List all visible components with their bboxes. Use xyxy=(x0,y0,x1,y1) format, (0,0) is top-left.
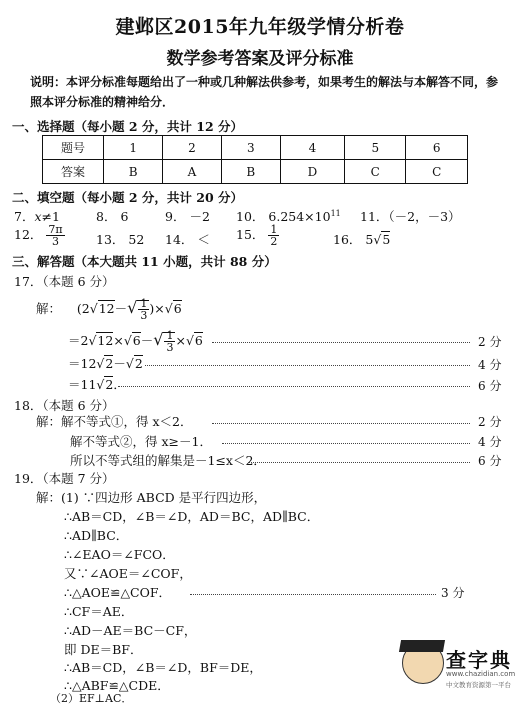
document-title: 建邺区2015年九年级学情分析卷 xyxy=(115,16,405,38)
answer-q12: 12． $\frac{7\pi}{3}$ xyxy=(14,223,63,248)
table-row xyxy=(43,136,468,160)
q17-line3: ＝12√2－√2 xyxy=(68,356,143,371)
answer-q9: 9． －2 xyxy=(165,209,210,224)
table-row xyxy=(43,160,468,184)
answer-q7: 7．x≠1 xyxy=(14,209,60,224)
q18-heading: 18．（本题 6 分） xyxy=(14,398,115,413)
q19-line8: ∴AD－AE＝BC－CF， xyxy=(64,623,197,638)
section3-heading: 三、解答题（本大题共 11 小题，共计 88 分） xyxy=(12,254,277,269)
score-mark: 6 分 xyxy=(478,379,502,393)
q19-line3: ∴AD∥BC． xyxy=(64,528,129,543)
answer-q14: 14． ＜ xyxy=(165,232,210,247)
dotted-leader xyxy=(222,443,470,444)
answer-q15: 15． $\frac{1}{2}$ xyxy=(236,223,278,248)
table-cell: C xyxy=(406,160,468,184)
table-cell: 5 xyxy=(345,136,406,160)
q17-line4: ＝11√2． xyxy=(68,377,126,392)
logo-tagline: 中文教育资源第一平台 xyxy=(446,681,511,689)
q19-heading: 19．（本题 7 分） xyxy=(14,471,115,486)
score-mark: 4 分 xyxy=(478,435,502,449)
chazidian-logo xyxy=(400,640,516,692)
table-row-label: 答案 xyxy=(43,160,104,184)
q19-line1: 解：(1) ∵四边形 ABCD 是平行四边形， xyxy=(36,490,267,505)
q17-line2: ＝2√12×√6－√ $\frac{1}{3}$ ×√6 xyxy=(68,329,203,354)
table-cell: 2 xyxy=(163,136,221,160)
q19-line6: ∴△AOE≌△COF． xyxy=(64,585,172,600)
table-row-label: 题号 xyxy=(43,136,104,160)
section1-heading: 一、选择题（每小题 2 分，共计 12 分） xyxy=(12,119,244,134)
q19-line7: ∴CF＝AE． xyxy=(64,604,134,619)
q19-line10: ∴AB＝CD，∠B＝∠D，BF＝DE， xyxy=(64,660,262,675)
section2-heading: 二、填空题（每小题 2 分，共计 20 分） xyxy=(12,190,244,205)
choice-answer-table xyxy=(42,135,468,184)
grading-note-line2: 照本评分标准的精神给分． xyxy=(30,95,175,109)
answer-q16: 16． 5√5 xyxy=(333,232,391,247)
table-cell: 4 xyxy=(280,136,344,160)
answer-q13: 13． 52 xyxy=(96,232,145,247)
graduation-cap-icon xyxy=(399,640,445,652)
q19-line4: ∴∠EAO＝∠FCO． xyxy=(64,547,175,562)
fraction: $\frac{1}{2}$ xyxy=(270,223,278,248)
score-mark: 3 分 xyxy=(441,586,465,600)
q19-line2: ∴AB＝CD，∠B＝∠D，AD＝BC，AD∥BC． xyxy=(64,509,320,524)
dotted-leader xyxy=(212,342,470,343)
score-mark: 6 分 xyxy=(478,454,502,468)
q18-line2: 解不等式②，得 x≥－1． xyxy=(70,434,212,449)
score-mark: 2 分 xyxy=(478,415,502,429)
score-mark: 2 分 xyxy=(478,335,502,349)
dotted-leader xyxy=(190,594,436,595)
q19-line9: 即 DE＝BF． xyxy=(64,642,143,657)
table-cell: B xyxy=(104,160,163,184)
answer-q11: 11．（－2，－3） xyxy=(360,209,461,224)
q17-heading: 17．（本题 6 分） xyxy=(14,274,115,289)
table-cell: D xyxy=(280,160,344,184)
answer-q8: 8． 6 xyxy=(96,209,129,224)
grading-note xyxy=(30,72,500,112)
dotted-leader xyxy=(212,423,470,424)
grading-note-line1: 说明：本评分标准每题给出了一种或几种解法供参考，如果考生的解法与本解答不同，参 xyxy=(30,75,499,89)
table-cell: C xyxy=(345,160,406,184)
fraction: $\frac{7\pi}{3}$ xyxy=(48,223,63,248)
q19-line12: （2）EF⊥AC． xyxy=(50,692,133,705)
dotted-leader xyxy=(118,386,470,387)
table-cell: B xyxy=(221,160,280,184)
q17-line1: 解： (2√12－√ $\frac{1}{3}$ )×√6 xyxy=(36,297,182,322)
logo-url: www.chazidian.com xyxy=(446,670,516,678)
logo-text: 查字典 xyxy=(446,648,512,672)
dotted-leader xyxy=(145,365,470,366)
dotted-leader xyxy=(248,462,470,463)
q19-line11: ∴△ABF≌△CDE． xyxy=(64,678,170,693)
q18-line1: 解：解不等式①，得 x＜2． xyxy=(36,414,193,429)
table-cell: 1 xyxy=(104,136,163,160)
answer-q10: 10． $6.254\times 10^{11}$ xyxy=(236,208,341,224)
table-cell: A xyxy=(163,160,221,184)
q18-line3: 所以不等式组的解集是－1≤x＜2． xyxy=(70,453,266,468)
score-mark: 4 分 xyxy=(478,358,502,372)
table-cell: 3 xyxy=(221,136,280,160)
q19-line5: 又∵∠AOE＝∠COF， xyxy=(64,566,192,581)
document-subtitle: 数学参考答案及评分标准 xyxy=(166,49,354,69)
table-cell: 6 xyxy=(406,136,468,160)
